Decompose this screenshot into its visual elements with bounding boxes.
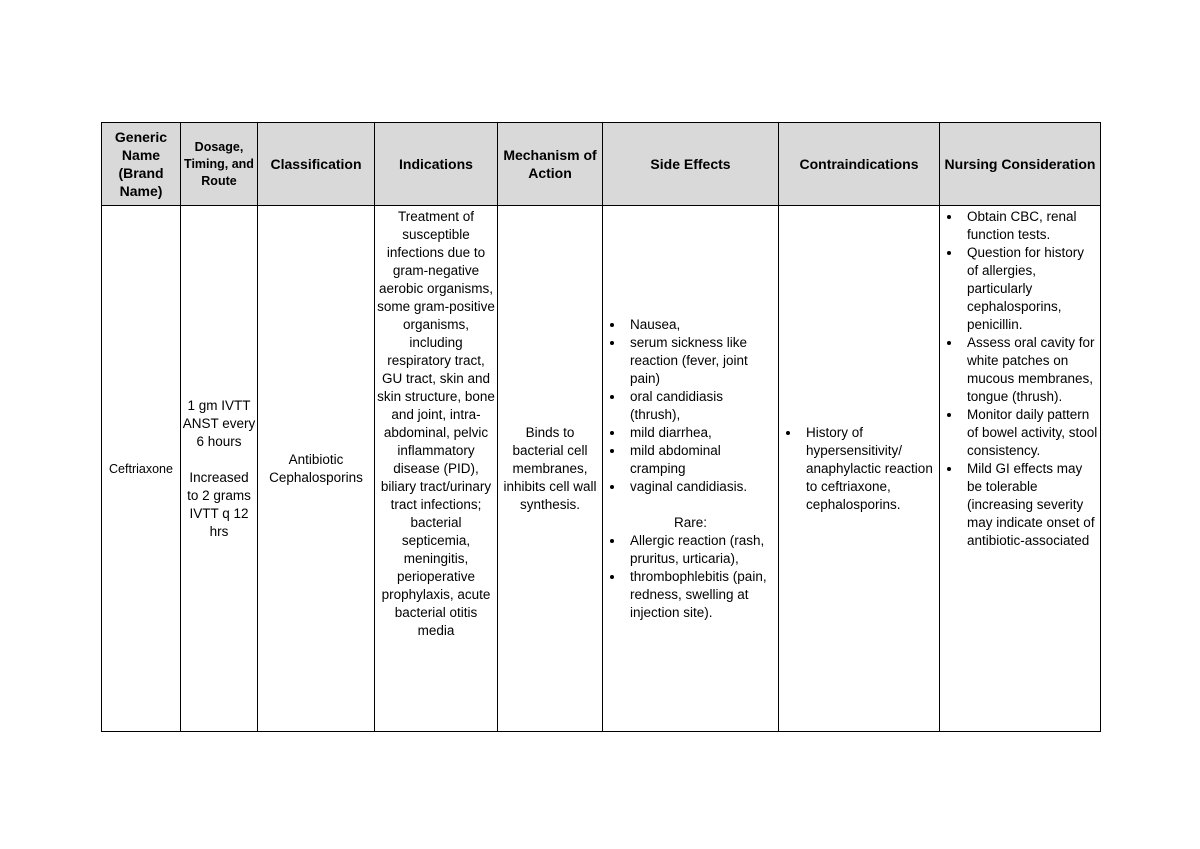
header-contraindications: Contraindications bbox=[779, 123, 940, 206]
header-side-effects: Side Effects bbox=[603, 123, 779, 206]
drug-study-table bbox=[101, 122, 1101, 732]
list-item: mild diarrhea, bbox=[630, 424, 777, 442]
cell-classification: Antibiotic Cephalosporins bbox=[258, 206, 375, 732]
table-row bbox=[102, 206, 1101, 732]
list-item: mild abdominal cramping bbox=[630, 442, 777, 478]
list-item: vaginal candidiasis. bbox=[630, 478, 777, 496]
list-item: serum sickness like reaction (fever, joint pain) bbox=[630, 334, 777, 388]
list-item: Obtain CBC, renal function tests. bbox=[967, 208, 1099, 244]
nursing-list bbox=[941, 208, 1099, 550]
header-row bbox=[102, 123, 1101, 206]
contraindications-list bbox=[780, 424, 938, 514]
dosage-increased: Increased to 2 grams IVTT q 12 hrs bbox=[187, 469, 251, 539]
list-item: Nausea, bbox=[630, 316, 777, 334]
rare-label: Rare: bbox=[673, 514, 707, 530]
cell-dosage bbox=[181, 206, 258, 732]
cell-nursing bbox=[940, 206, 1101, 732]
header-indications: Indications bbox=[375, 123, 498, 206]
header-mechanism: Mechanism of Action bbox=[498, 123, 603, 206]
list-item: Monitor daily pattern of bowel activity, stool consistency. bbox=[967, 407, 1098, 458]
header-nursing: Nursing Consideration bbox=[940, 123, 1101, 206]
list-item: Mild GI effects may be tolerable (increasing severity may indicate onset of antibiotic-associated bbox=[967, 460, 1099, 550]
header-classification: Classification bbox=[258, 123, 375, 206]
list-item: Question for history of allergies, particularly cephalosporins, penicillin. bbox=[967, 244, 1099, 334]
cell-side-effects bbox=[603, 206, 779, 732]
cell-generic-name: Ceftriaxone bbox=[102, 206, 181, 732]
header-generic-name: Generic Name (Brand Name) bbox=[102, 123, 181, 206]
cell-contraindications bbox=[779, 206, 940, 732]
dosage-initial: 1 gm IVTT ANST every 6 hours bbox=[182, 397, 256, 449]
list-item: History of hypersensitivity/ anaphylactic reaction to ceftriaxone, cephalosporins. bbox=[806, 424, 938, 514]
list-item: Assess oral cavity for white patches on mucous membranes, tongue (thrush). bbox=[967, 334, 1099, 406]
header-dosage: Dosage, Timing, and Route bbox=[181, 123, 258, 206]
rare-effects-list bbox=[604, 532, 777, 622]
list-item: Allergic reaction (rash, pruritus, urticaria), bbox=[630, 532, 777, 568]
cell-mechanism: Binds to bacterial cell membranes, inhibits cell wall synthesis. bbox=[498, 206, 603, 732]
side-effects-list bbox=[604, 316, 777, 496]
cell-indications: Treatment of susceptible infections due to gram-negative aerobic organisms, some gram-positive organisms, including respiratory tract, GU tract, skin and skin structure, bone and joint, intra-abdominal, pelvic inflammatory disease (PID), biliary tract/urinary tract infections; bacterial septicemia, meningitis, perioperative prophylaxis, acute bacterial otitis media bbox=[375, 206, 498, 732]
list-item: oral candidiasis (thrush), bbox=[630, 388, 777, 424]
list-item: thrombophlebitis (pain, redness, swelling at injection site). bbox=[630, 568, 777, 622]
